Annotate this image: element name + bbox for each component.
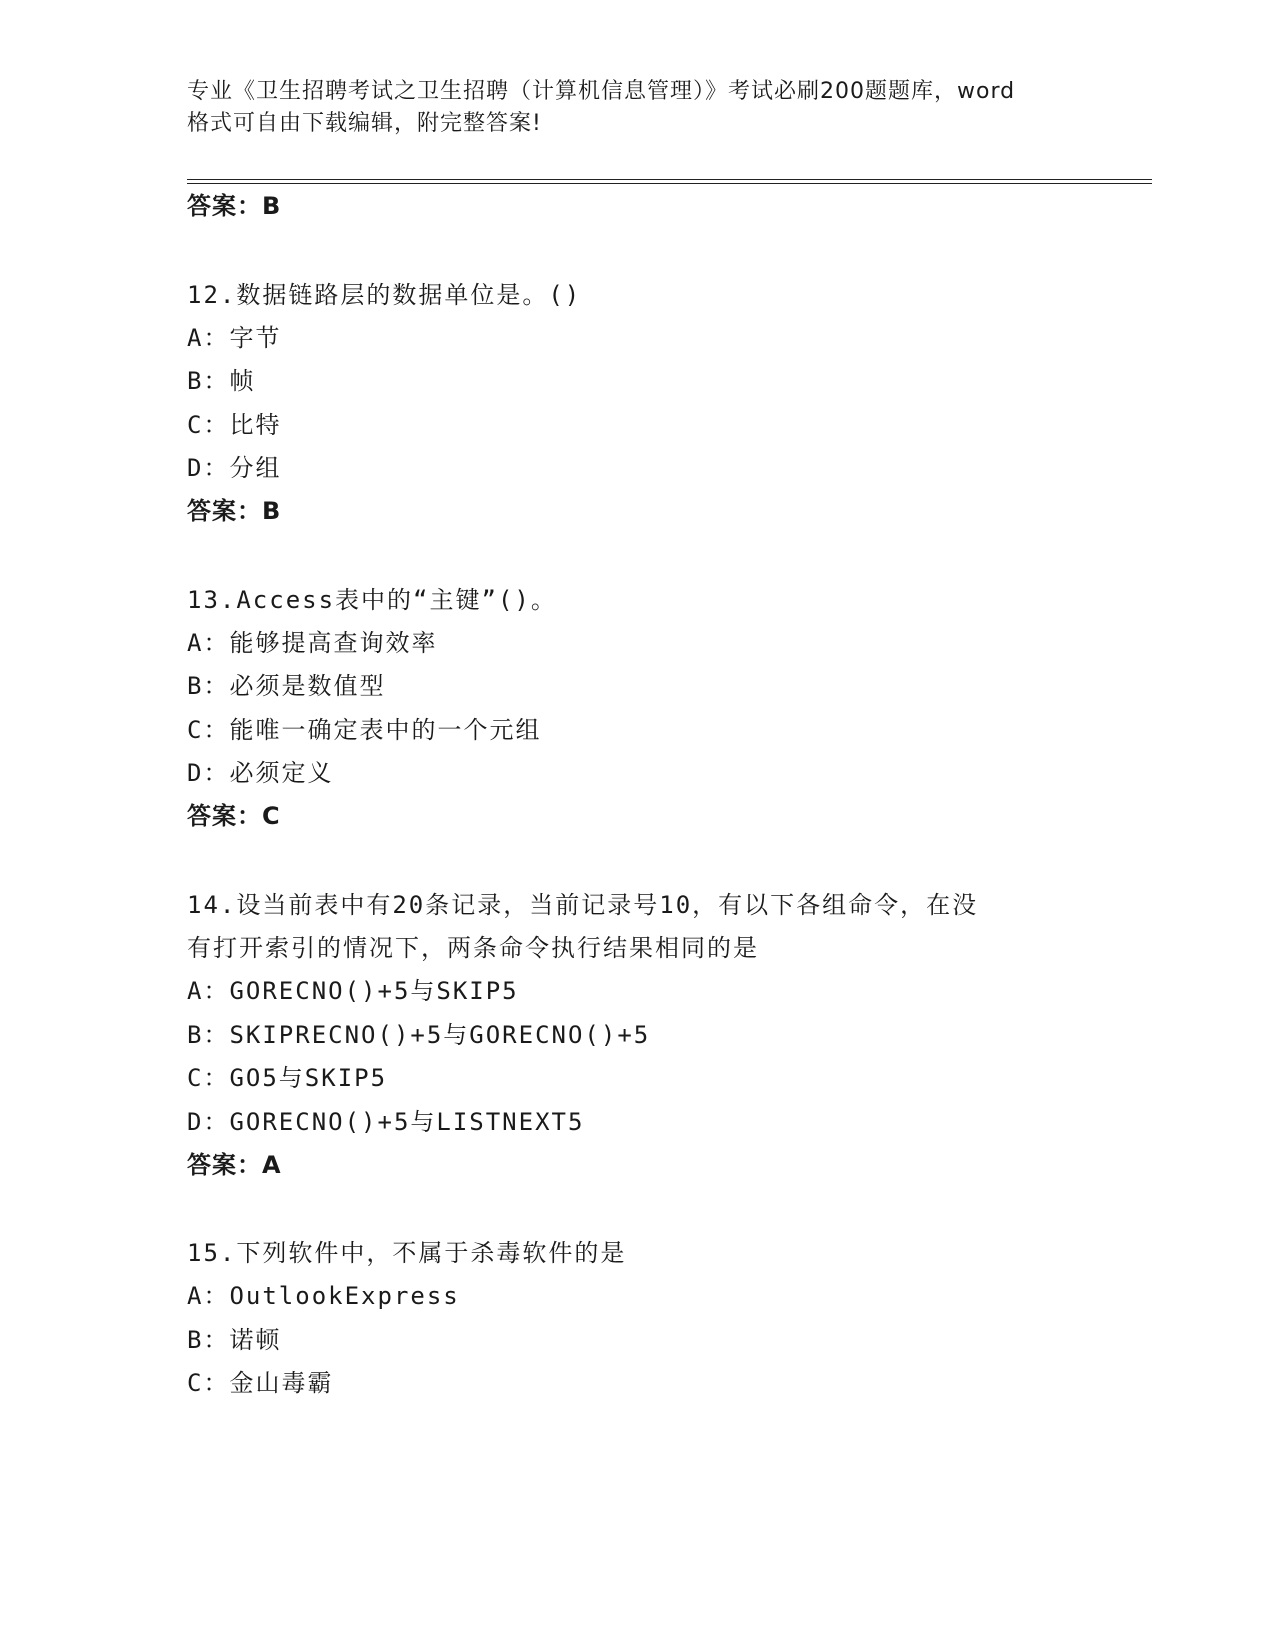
option-c: C：金山毒霸 [187, 1369, 334, 1397]
option-d: D：GORECNO()+5与LISTNEXT5 [187, 1108, 585, 1136]
option-a: A：GORECNO()+5与SKIP5 [187, 977, 519, 1005]
question-stem: 15.下列软件中，不属于杀毒软件的是 [187, 1239, 627, 1267]
option-d: D：必须定义 [187, 759, 334, 787]
option-c: C：GO5与SKIP5 [187, 1064, 388, 1092]
option-c: C：能唯一确定表中的一个元组 [187, 716, 542, 744]
question-stem-line-1: 14.设当前表中有20条记录，当前记录号10，有以下各组命令，在没 [187, 891, 979, 919]
answer-line: 答案：C [187, 802, 281, 830]
question-stem-line-2: 有打开索引的情况下，两条命令执行结果相同的是 [187, 934, 759, 962]
option-c: C：比特 [187, 411, 282, 439]
header-divider-bottom [187, 183, 1152, 184]
header-line-2: 格式可自由下载编辑，附完整答案! [187, 111, 542, 136]
option-b: B：必须是数值型 [187, 672, 386, 700]
answer-line: 答案：B [187, 192, 282, 220]
option-a: A：OutlookExpress [187, 1282, 460, 1310]
question-stem: 12.数据链路层的数据单位是。() [187, 281, 582, 309]
option-a: A：字节 [187, 324, 282, 352]
header-line-1: 专业《卫生招聘考试之卫生招聘（计算机信息管理）》考试必刷200题题库，word [187, 79, 1016, 104]
answer-line: 答案：A [187, 1151, 282, 1179]
option-d: D：分组 [187, 454, 282, 482]
option-b: B：SKIPRECNO()+5与GORECNO()+5 [187, 1021, 651, 1049]
answer-line: 答案：B [187, 497, 282, 525]
option-a: A：能够提高查询效率 [187, 629, 438, 657]
option-b: B：帧 [187, 367, 256, 395]
header-text [187, 76, 1087, 140]
header-divider-top [187, 179, 1152, 180]
question-stem: 13.Access表中的“主键”()。 [187, 586, 557, 614]
option-b: B：诺顿 [187, 1326, 282, 1354]
